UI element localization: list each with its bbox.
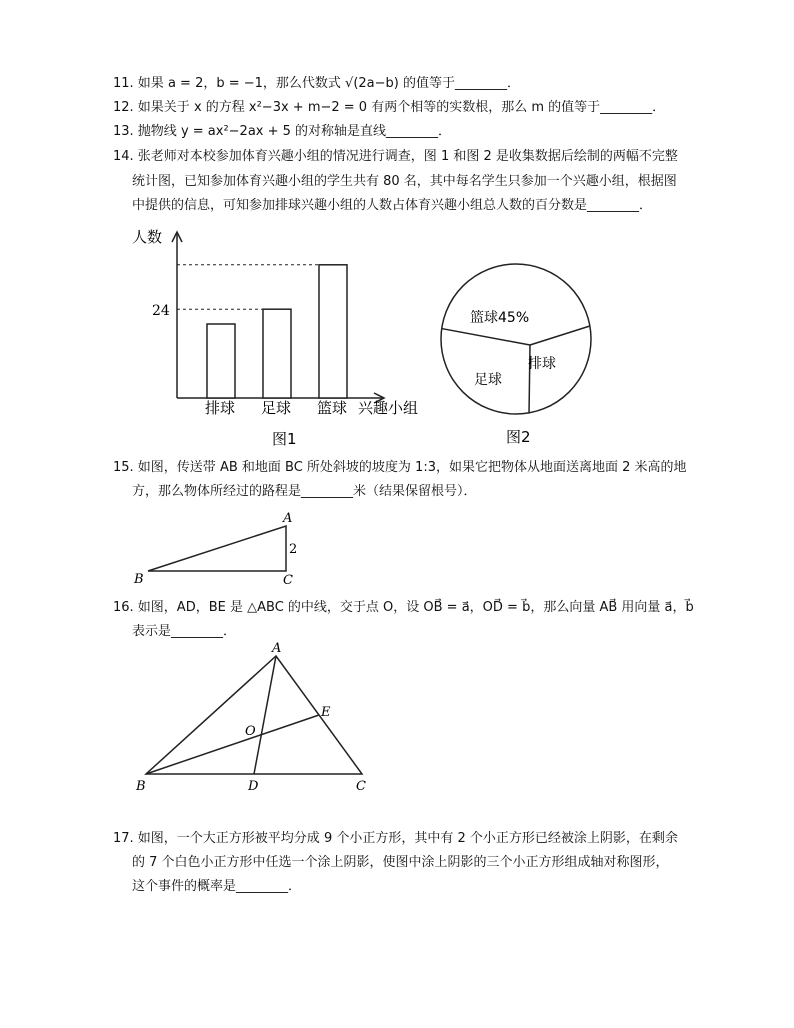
- question-17-text-3: 这个事件的概率是________．: [132, 879, 302, 894]
- x-tick-排球: 排球: [205, 399, 236, 417]
- point-label-b: B: [134, 572, 144, 587]
- point-label-d: D: [248, 779, 259, 794]
- question-14-text-1: 14. 张老师对本校参加体育兴趣小组的情况进行调查，图 1 和图 2 是收集数据后绘制的两幅不完整: [113, 149, 678, 164]
- side-label-2: 2: [289, 542, 298, 557]
- bar-排球: [207, 324, 235, 398]
- question-17-line2: [132, 851, 669, 875]
- triangle-abc: [148, 526, 286, 571]
- bar-篮球: [319, 265, 347, 398]
- x-axis-label: 兴趣小组: [358, 399, 419, 417]
- question-16-text-1: 16. 如图，AD，BE 是 △ABC 的中线，交于点 O，设 OB⃗ = a⃗，OD⃗ = b⃗，那么向量 AB⃗ 用向量 a⃗，b⃗: [113, 600, 694, 615]
- figure-1-caption: 图1: [272, 430, 297, 448]
- y-axis-label: 人数: [132, 228, 163, 246]
- point-label-a: A: [272, 642, 282, 656]
- figure-16-triangle: [130, 642, 380, 802]
- point-label-c: C: [356, 779, 366, 794]
- question-14-text-2: 统计图，已知参加体育兴趣小组的学生共有 80 名，其中每名学生只参加一个兴趣小组，根据图: [132, 174, 677, 189]
- question-14-line2: [132, 170, 677, 194]
- question-16-line2: [132, 620, 236, 644]
- bar-chart-figure-1: [120, 220, 440, 450]
- question-14-line3: [132, 194, 652, 218]
- slice-divider-1: [442, 329, 530, 345]
- point-label-b: B: [136, 779, 146, 794]
- figure-2-caption: 图2: [506, 428, 531, 446]
- y-tick-24: 24: [152, 303, 170, 319]
- question-14-text-3: 中提供的信息，可知参加排球兴趣小组的人数占体育兴趣小组总人数的百分数是________．: [132, 198, 653, 213]
- question-12: [113, 96, 665, 120]
- pie-outline: [441, 264, 591, 414]
- question-15-text-1: 15. 如图，传送带 AB 和地面 BC 所处斜坡的坡度为 1:3，如果它把物体从地面送离地面 2 米高的地: [113, 460, 687, 475]
- question-14-line1: [113, 145, 678, 169]
- question-12-text: 12. 如果关于 x 的方程 x²−3x + m−2 = 0 有两个相等的实数根，那么 m 的值等于________．: [113, 100, 666, 115]
- question-11: [113, 72, 520, 96]
- question-17-line1: [113, 827, 678, 851]
- point-label-c: C: [283, 573, 293, 588]
- question-17-text-2: 的 7 个白色小正方形中任选一个涂上阴影，使图中涂上阴影的三个小正方形组成轴对称图形，: [132, 855, 669, 870]
- question-16-line1: [113, 596, 694, 620]
- question-15-line2: [132, 480, 477, 504]
- pie-label-basketball: 篮球45%: [470, 310, 530, 326]
- question-16-text-2: 表示是________．: [132, 624, 237, 639]
- bar-足球: [263, 309, 291, 398]
- question-15-line1: [113, 456, 687, 480]
- question-17-text-1: 17. 如图，一个大正方形被平均分成 9 个小正方形，其中有 2 个小正方形已经被涂上阴影，在剩余: [113, 831, 678, 846]
- question-13-text: 13. 抛物线 y = ax²−2ax + 5 的对称轴是直线________．: [113, 124, 452, 139]
- point-label-a: A: [283, 511, 293, 526]
- x-tick-足球: 足球: [261, 399, 292, 417]
- x-tick-篮球: 篮球: [317, 399, 348, 417]
- question-11-text: 11. 如果 a = 2，b = −1，那么代数式 √(2a−b) 的值等于________．: [113, 76, 520, 91]
- question-13: [113, 120, 451, 144]
- question-15-text-2: 方，那么物体所经过的路程是________米（结果保留根号）．: [132, 484, 477, 499]
- point-label-e: E: [321, 705, 331, 720]
- pie-label-football: 足球: [474, 372, 502, 388]
- pie-label-volleyball: 排球: [528, 356, 556, 372]
- figure-15-triangle: [128, 508, 308, 588]
- slice-divider-2: [530, 326, 590, 345]
- pie-chart-figure-2: [430, 262, 610, 452]
- question-17-line3: [132, 875, 301, 899]
- point-label-o: O: [245, 724, 256, 739]
- median-be: [146, 715, 319, 774]
